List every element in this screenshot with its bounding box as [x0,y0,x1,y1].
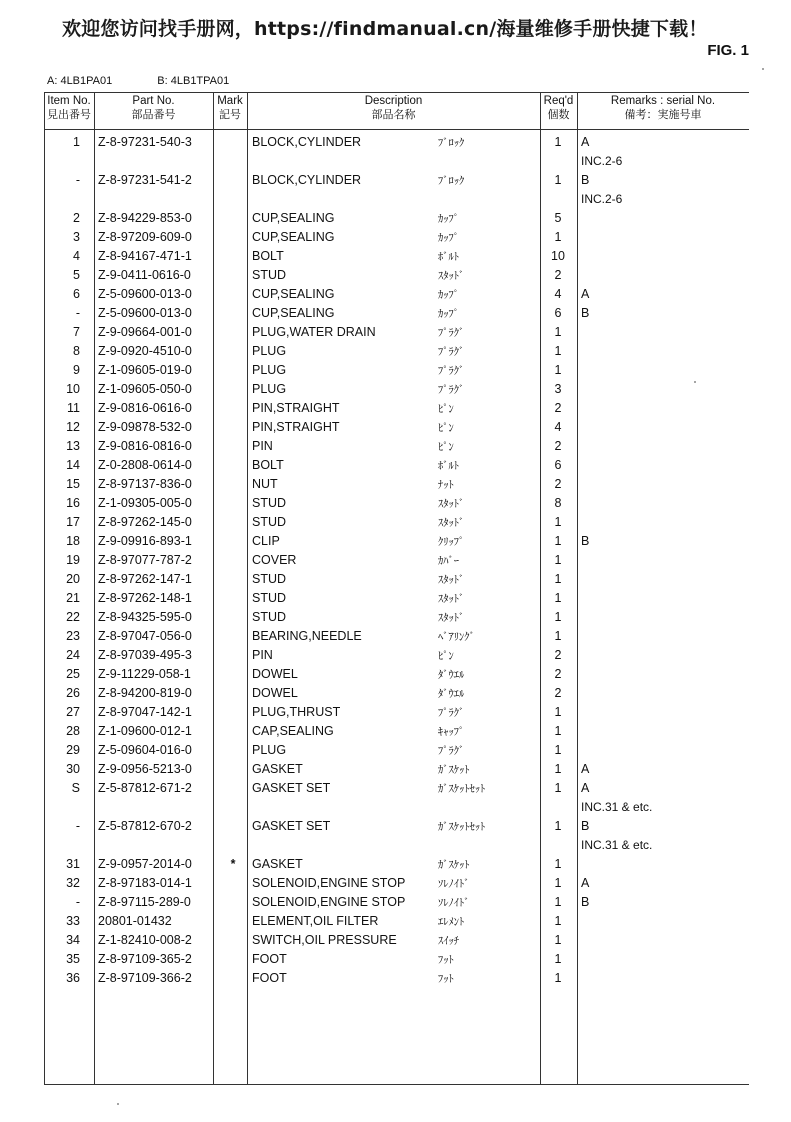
cell-kana: ｷｬｯﾌﾟ [438,726,465,738]
cell-item: 16 [66,496,80,510]
cell-kana: ｶｯﾌﾟ [438,289,459,301]
cell-part: Z-8-94167-471-1 [98,249,192,263]
cell-item: 15 [66,477,80,491]
cell-item: 36 [66,971,80,985]
cell-rem: INC.31 & etc. [581,800,653,814]
cell-item: 6 [73,287,80,301]
cell-qty: 1 [554,743,562,757]
cell-qty: 6 [554,306,562,320]
download-banner[interactable]: 欢迎您访问找手册网，https://findmanual.cn/海量维修手册快捷下载！ [62,18,708,40]
cell-desc: GASKET SET [252,781,331,795]
table-row [44,418,749,437]
cell-qty: 1 [554,762,562,776]
cell-item: 34 [66,933,80,947]
cell-qty: 2 [554,439,562,453]
cell-mark: * [230,857,236,871]
model-b-label: B: 4LB1TPA01 [157,75,230,87]
table-row [44,931,749,950]
cell-kana: ｿﾚﾉｲﾄﾞ [438,897,470,909]
cell-item: 17 [66,515,80,529]
cell-item: 11 [67,401,80,415]
cell-kana: ｶﾞｽｹｯﾄｾｯﾄ [438,821,486,833]
table-row [44,228,749,247]
cell-part: Z-9-0956-5213-0 [98,762,192,776]
cell-item: 29 [66,743,80,757]
table-note-row [44,190,749,209]
cell-qty: 1 [554,591,562,605]
table-row [44,513,749,532]
table-note-row [44,836,749,855]
cell-qty: 2 [554,667,562,681]
table-row [44,684,749,703]
cell-part: Z-8-97183-014-1 [98,876,192,890]
table-row [44,266,749,285]
cell-qty: 1 [554,515,562,529]
table-row [44,209,749,228]
header-desc-en: Description [364,95,423,107]
cell-item: 23 [66,629,80,643]
cell-qty: 1 [554,325,562,339]
cell-part: Z-8-97039-495-3 [98,648,192,662]
cell-qty: 1 [554,914,562,928]
table-row [44,874,749,893]
cell-qty: 1 [554,952,562,966]
cell-qty: 1 [554,895,562,909]
cell-qty: 2 [554,648,562,662]
cell-desc: FOOT [252,952,287,966]
header-reqd [540,94,577,122]
table-note-row [44,152,749,171]
cell-kana: ｴﾚﾒﾝﾄ [438,916,465,928]
cell-part: Z-8-94229-853-0 [98,211,192,225]
cell-part: Z-9-0816-0616-0 [98,401,192,415]
cell-qty: 2 [554,477,562,491]
cell-part: Z-5-87812-671-2 [98,781,192,795]
cell-item: 26 [66,686,80,700]
cell-desc: DOWEL [252,667,298,681]
cell-kana: ｶｯﾌﾟ [438,308,459,320]
cell-qty: 1 [554,363,562,377]
cell-qty: 1 [554,610,562,624]
table-row [44,589,749,608]
cell-desc: STUD [252,268,287,282]
cell-part: Z-8-97209-609-0 [98,230,192,244]
cell-kana: ﾋﾟﾝ [438,403,454,415]
cell-kana: ｸﾘｯﾌﾟ [438,536,465,548]
cell-desc: SOLENOID,ENGINE STOP [252,895,406,909]
cell-kana: ﾍﾞｱﾘﾝｸﾞ [438,631,475,643]
cell-part: Z-9-11229-058-1 [98,667,191,681]
cell-rem: B [581,819,590,833]
header-rem-jp: 備考：実施号車 [624,108,702,121]
table-row [44,551,749,570]
cell-part: Z-8-94200-819-0 [98,686,192,700]
cell-qty: 1 [554,173,562,187]
figure-label: FIG. 1 [707,42,749,59]
cell-qty: 1 [554,724,562,738]
cell-desc: GASKET [252,762,303,776]
cell-desc: FOOT [252,971,287,985]
cell-desc: NUT [252,477,278,491]
cell-part: 20801-01432 [98,914,172,928]
cell-qty: 8 [554,496,562,510]
cell-part: Z-8-94325-595-0 [98,610,192,624]
cell-kana: ﾌｯﾄ [438,954,454,966]
cell-kana: ﾌﾞﾛｯｸ [438,137,465,149]
cell-item: 21 [66,591,80,605]
cell-qty: 1 [554,933,562,947]
cell-item: - [75,306,80,320]
table-row [44,532,749,551]
table-top-rule [44,92,749,93]
cell-kana: ｶﾞｽｹｯﾄ [438,859,470,871]
table-row [44,133,749,152]
cell-kana: ﾌﾟﾗｸﾞ [438,745,465,757]
cell-item: 12 [66,420,80,434]
cell-desc: PLUG [252,363,287,377]
cell-qty: 1 [554,629,562,643]
cell-kana: ﾌｯﾄ [438,973,454,985]
cell-qty: 1 [554,230,562,244]
cell-part: Z-9-09916-893-1 [98,534,192,548]
cell-item: 30 [66,762,80,776]
cell-item: 25 [66,667,80,681]
cell-part: Z-5-87812-670-2 [98,819,192,833]
cell-item: 2 [73,211,80,225]
cell-part: Z-9-0920-4510-0 [98,344,192,358]
cell-part: Z-8-97115-289-0 [98,895,191,909]
table-row [44,437,749,456]
cell-kana: ﾋﾟﾝ [438,441,454,453]
cell-desc: PIN,STRAIGHT [252,401,340,415]
table-row [44,627,749,646]
cell-kana: ﾀﾞｳｴﾙ [438,669,465,681]
cell-qty: 4 [554,287,562,301]
cell-desc: BOLT [252,458,284,472]
table-row [44,912,749,931]
header-remarks [577,94,749,122]
cell-kana: ﾋﾟﾝ [438,422,454,434]
cell-desc: CLIP [252,534,280,548]
header-part-en: Part No. [132,95,175,107]
table-row [44,703,749,722]
cell-item: 1 [73,135,80,149]
cell-desc: ELEMENT,OIL FILTER [252,914,379,928]
table-row [44,171,749,190]
cell-rem: A [581,876,590,890]
parts-table-body [44,133,749,988]
cell-item: 19 [66,553,80,567]
scan-speck [117,1103,119,1105]
cell-kana: ｽｲｯﾁ [438,935,459,947]
cell-part: Z-8-97109-365-2 [98,952,192,966]
cell-item: - [75,895,80,909]
header-mark [213,94,247,122]
cell-desc: GASKET SET [252,819,331,833]
cell-item: 3 [73,230,80,244]
cell-desc: SWITCH,OIL PRESSURE [252,933,397,947]
table-row [44,741,749,760]
header-qty-en: Req'd [543,95,574,107]
cell-item: 5 [73,268,80,282]
header-desc-jp: 部品名称 [371,108,416,121]
header-description [247,94,540,122]
table-row [44,817,749,836]
cell-item: - [75,819,80,833]
cell-kana: ｽﾀｯﾄﾞ [438,574,465,586]
header-item-en: Item No. [47,95,91,107]
cell-desc: SOLENOID,ENGINE STOP [252,876,406,890]
cell-desc: STUD [252,515,287,529]
cell-part: Z-1-09605-019-0 [98,363,192,377]
cell-desc: CUP,SEALING [252,306,335,320]
cell-part: Z-9-0816-0816-0 [98,439,192,453]
header-qty-jp: 個数 [547,108,570,121]
cell-item: 27 [66,705,80,719]
cell-qty: 1 [554,572,562,586]
header-mark-jp: 記号 [219,108,241,121]
table-row [44,323,749,342]
header-item-jp: 見出番号 [47,108,91,121]
cell-desc: PLUG [252,382,287,396]
cell-desc: STUD [252,591,287,605]
cell-rem: INC.2-6 [581,154,623,168]
cell-rem: B [581,306,590,320]
cell-qty: 1 [554,705,562,719]
cell-desc: BEARING,NEEDLE [252,629,362,643]
cell-part: Z-1-82410-008-2 [98,933,192,947]
cell-part: Z-9-09664-001-0 [98,325,192,339]
cell-part: Z-5-09600-013-0 [98,287,192,301]
cell-item: 32 [66,876,80,890]
cell-part: Z-8-97137-836-0 [98,477,192,491]
cell-part: Z-0-2808-0614-0 [98,458,192,472]
cell-item: 8 [73,344,80,358]
cell-qty: 1 [554,876,562,890]
model-a-label: A: 4LB1PA01 [47,75,113,87]
cell-part: Z-8-97047-142-1 [98,705,192,719]
table-row [44,760,749,779]
cell-desc: STUD [252,496,287,510]
header-mark-en: Mark [217,95,243,107]
cell-part: Z-9-0957-2014-0 [98,857,192,871]
cell-rem: INC.2-6 [581,192,623,206]
cell-part: Z-5-09600-013-0 [98,306,192,320]
cell-kana: ﾌﾟﾗｸﾞ [438,365,465,377]
cell-qty: 1 [554,971,562,985]
cell-rem: B [581,173,590,187]
cell-part: Z-1-09305-005-0 [98,496,192,510]
table-row [44,969,749,988]
cell-kana: ｽﾀｯﾄﾞ [438,270,465,282]
cell-item: 33 [66,914,80,928]
cell-part: Z-8-97231-540-3 [98,135,192,149]
table-row [44,380,749,399]
header-bottom-rule [44,129,749,130]
cell-desc: PIN [252,439,273,453]
cell-kana: ｿﾚﾉｲﾄﾞ [438,878,470,890]
cell-kana: ﾌﾟﾗｸﾞ [438,327,465,339]
cell-item: 14 [66,458,80,472]
cell-rem: B [581,895,590,909]
cell-qty: 1 [554,781,562,795]
cell-kana: ﾀﾞｳｴﾙ [438,688,465,700]
cell-rem: A [581,781,590,795]
cell-qty: 10 [551,249,565,263]
table-row [44,247,749,266]
table-row [44,950,749,969]
cell-desc: CUP,SEALING [252,230,335,244]
cell-qty: 1 [554,344,562,358]
cell-desc: PLUG [252,743,287,757]
header-part-jp: 部品番号 [131,108,176,121]
cell-part: Z-8-97077-787-2 [98,553,192,567]
cell-qty: 2 [554,686,562,700]
cell-desc: GASKET [252,857,303,871]
cell-desc: PLUG [252,344,287,358]
header-rem-en: Remarks : serial No. [610,95,716,107]
cell-qty: 4 [554,420,562,434]
cell-part: Z-8-97231-541-2 [98,173,192,187]
cell-kana: ﾌﾟﾗｸﾞ [438,384,465,396]
cell-item: 35 [66,952,80,966]
cell-part: Z-9-0411-0616-0 [98,268,191,282]
table-row [44,855,749,874]
cell-kana: ｶｯﾌﾟ [438,232,459,244]
table-row [44,893,749,912]
cell-desc: COVER [252,553,297,567]
cell-kana: ｽﾀｯﾄﾞ [438,498,465,510]
cell-kana: ﾎﾞﾙﾄ [438,460,459,472]
cell-part: Z-1-09605-050-0 [98,382,192,396]
cell-desc: PIN,STRAIGHT [252,420,340,434]
cell-desc: CUP,SEALING [252,211,335,225]
model-legend [47,75,271,87]
cell-qty: 2 [554,401,562,415]
cell-item: 9 [73,363,80,377]
cell-item: 13 [66,439,80,453]
cell-rem: A [581,287,590,301]
cell-kana: ｶﾞｽｹｯﾄｾｯﾄ [438,783,486,795]
cell-qty: 1 [554,553,562,567]
cell-rem: INC.31 & etc. [581,838,653,852]
cell-qty: 1 [554,534,562,548]
cell-qty: 6 [554,458,562,472]
cell-part: Z-8-97262-148-1 [98,591,192,605]
table-row [44,665,749,684]
cell-part: Z-8-97262-147-1 [98,572,192,586]
table-bottom-rule [44,1084,749,1085]
table-row [44,456,749,475]
cell-part: Z-5-09604-016-0 [98,743,192,757]
cell-desc: PIN [252,648,273,662]
scan-speck [762,68,764,70]
cell-item: 31 [66,857,80,871]
cell-desc: STUD [252,610,287,624]
cell-part: Z-9-09878-532-0 [98,420,192,434]
cell-kana: ｽﾀｯﾄﾞ [438,612,465,624]
table-row [44,475,749,494]
table-row [44,399,749,418]
cell-kana: ｶﾊﾞｰ [438,555,459,567]
cell-rem: A [581,762,590,776]
cell-desc: CUP,SEALING [252,287,335,301]
cell-item: S [71,781,80,795]
cell-qty: 1 [554,135,562,149]
table-row [44,342,749,361]
cell-kana: ﾅｯﾄ [438,479,454,491]
cell-kana: ﾌﾟﾗｸﾞ [438,346,465,358]
table-row [44,304,749,323]
cell-kana: ﾌﾞﾛｯｸ [438,175,465,187]
header-item-no [44,94,94,122]
scan-speck [694,381,696,383]
cell-kana: ｶﾞｽｹｯﾄ [438,764,470,776]
cell-desc: PLUG,WATER DRAIN [252,325,376,339]
cell-item: 7 [73,325,80,339]
cell-item: 10 [66,382,80,396]
cell-kana: ｽﾀｯﾄﾞ [438,593,465,605]
cell-item: 18 [66,534,80,548]
cell-qty: 1 [554,819,562,833]
cell-kana: ｽﾀｯﾄﾞ [438,517,465,529]
cell-rem: B [581,534,590,548]
cell-kana: ﾋﾟﾝ [438,650,454,662]
cell-kana: ﾌﾟﾗｸﾞ [438,707,465,719]
cell-desc: PLUG,THRUST [252,705,341,719]
table-row [44,494,749,513]
cell-part: Z-8-97047-056-0 [98,629,192,643]
table-row [44,646,749,665]
cell-item: - [75,173,80,187]
cell-part: Z-8-97262-145-0 [98,515,192,529]
cell-desc: BLOCK,CYLINDER [252,173,362,187]
cell-kana: ｶｯﾌﾟ [438,213,459,225]
cell-desc: DOWEL [252,686,298,700]
cell-item: 22 [66,610,80,624]
cell-part: Z-1-09600-012-1 [98,724,192,738]
cell-desc: STUD [252,572,287,586]
table-row [44,779,749,798]
cell-desc: BLOCK,CYLINDER [252,135,362,149]
cell-item: 20 [66,572,80,586]
cell-rem: A [581,135,590,149]
cell-desc: BOLT [252,249,284,263]
cell-kana: ﾎﾞﾙﾄ [438,251,459,263]
cell-qty: 2 [554,268,562,282]
cell-item: 4 [73,249,80,263]
cell-qty: 3 [554,382,562,396]
table-row [44,608,749,627]
cell-item: 24 [66,648,80,662]
table-row [44,570,749,589]
cell-qty: 1 [554,857,562,871]
header-part-no [94,94,213,122]
cell-desc: CAP,SEALING [252,724,334,738]
cell-qty: 5 [554,211,562,225]
table-row [44,285,749,304]
table-note-row [44,798,749,817]
cell-item: 28 [66,724,80,738]
table-row [44,361,749,380]
table-row [44,722,749,741]
cell-part: Z-8-97109-366-2 [98,971,192,985]
